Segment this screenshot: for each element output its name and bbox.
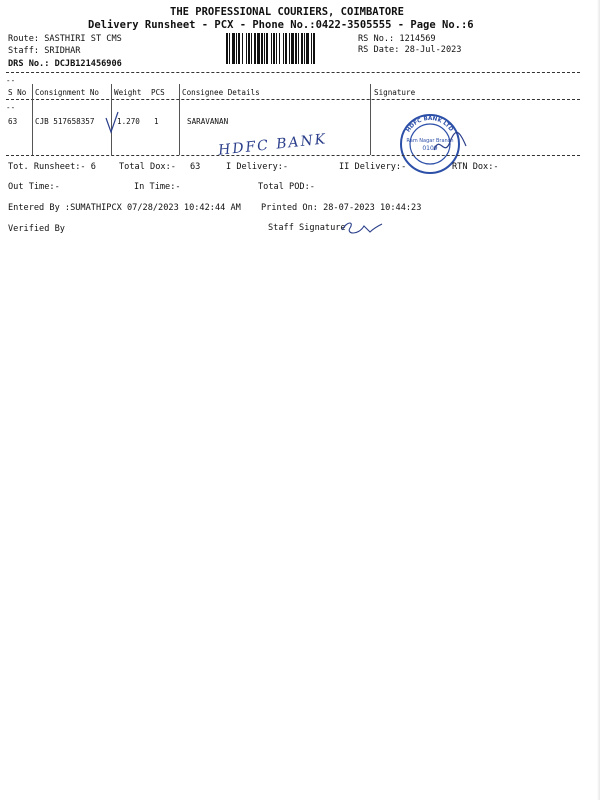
column-header-signature: Signature	[374, 88, 416, 97]
handwritten-bank-note: HDFC BANK	[217, 131, 328, 159]
separator-top	[6, 72, 580, 73]
separator-header	[6, 99, 580, 100]
rs-date: RS Date: 28-Jul-2023	[358, 45, 462, 55]
staff-label: Staff: SRIDHAR	[8, 46, 81, 56]
rtn-dox: RTN Dox:-	[452, 162, 499, 172]
signature-scribble	[430, 128, 470, 158]
column-header-pcs: PCS	[151, 88, 165, 97]
row-consignment: CJB 517658357	[35, 117, 95, 126]
staff-signature-label: Staff Signature	[268, 223, 346, 233]
stamp-ring-text: HDFC BANK LTD	[405, 115, 454, 134]
column-header-consignee: Consignee Details	[182, 88, 260, 97]
total-dox-value: 63	[190, 162, 201, 172]
stamp-code: 0109	[422, 145, 438, 152]
column-header-sno: S No	[8, 88, 27, 97]
runsheet-title: Delivery Runsheet - PCX - Phone No.:0422-3505555 - Page No.:6	[88, 19, 474, 31]
route-label: Route: SASTHIRI ST CMS	[8, 34, 122, 44]
column-divider	[32, 84, 33, 155]
drs-number: DRS No.: DCJB121456906	[8, 59, 122, 69]
column-divider	[370, 84, 371, 155]
tot-runsheet: Tot. Runsheet:- 6	[8, 162, 96, 172]
column-divider	[179, 84, 180, 155]
dash-mark: --	[6, 103, 16, 112]
total-pod: Total POD:-	[258, 182, 315, 192]
stamp-branch-text: Ram Nagar Branch	[406, 138, 454, 144]
printed-on: Printed On: 28-07-2023 10:44:23	[261, 203, 422, 213]
company-title: THE PROFESSIONAL COURIERS, COIMBATORE	[170, 6, 404, 18]
total-dox-label: Total Dox:-	[119, 162, 176, 172]
column-header-weight: Weight	[114, 88, 142, 97]
entered-by: Entered By :SUMATHIPCX 07/28/2023 10:42:44 AM	[8, 203, 241, 213]
i-delivery: I Delivery:-	[226, 162, 289, 172]
in-time: In Time:-	[134, 182, 181, 192]
column-header-consignment: Consignment No	[35, 88, 100, 97]
row-sno: 63	[8, 117, 18, 126]
row-pcs: 1	[154, 117, 159, 126]
row-consignee: SARAVANAN	[187, 117, 229, 126]
verified-by: Verified By	[8, 224, 65, 234]
rs-number: RS No.: 1214569	[358, 34, 436, 44]
row-weight: 1.270	[117, 117, 140, 126]
ii-delivery: II Delivery:-	[339, 162, 407, 172]
staff-signature-scribble	[340, 218, 384, 238]
barcode-bar	[315, 33, 316, 64]
out-time: Out Time:-	[8, 182, 60, 192]
separator-table-bottom	[6, 155, 580, 156]
tick-mark	[104, 110, 120, 136]
dash-mark: --	[6, 76, 16, 85]
barcode	[226, 33, 316, 64]
